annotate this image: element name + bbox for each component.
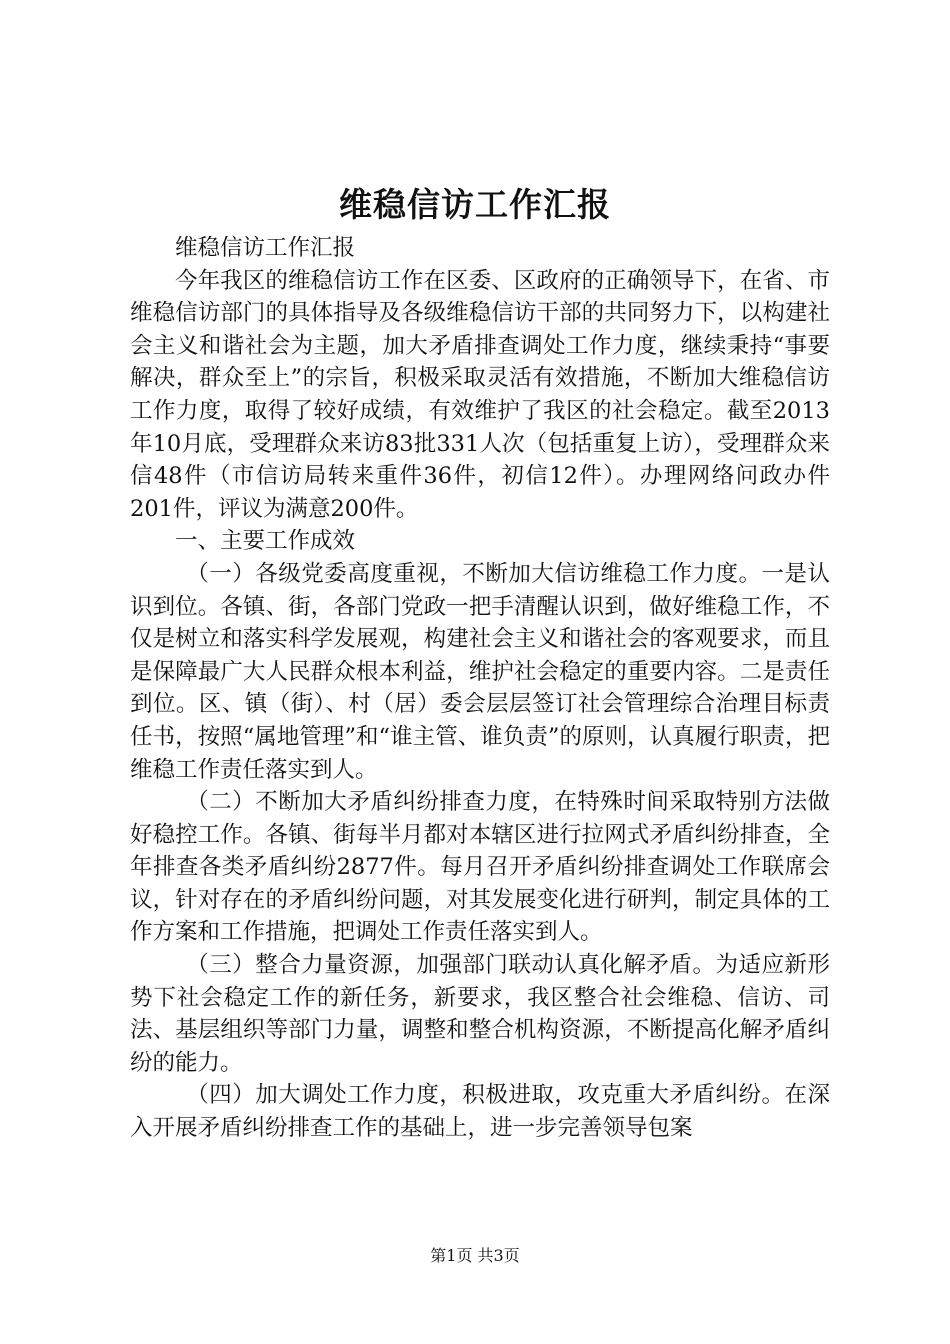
paragraph-item-2: （二）不断加大矛盾纠纷排查力度，在特殊时间采取特别方法做好稳控工作。各镇、街每半月都对本辖区进行拉网式矛盾纠纷排查，全年排查各类矛盾纠纷2877件。每月召开矛盾纠纷排查调处工作联席会议，针对存在的矛盾纠纷问题，对其发展变化进行研判，制定具体的工作方案和工作措施，把调处工作责任落实到人。 [130,789,830,946]
section-heading-results: 一、主要工作成效 [175,528,356,555]
paragraph-item-3: （三）整合力量资源，加强部门联动认真化解矛盾。为适应新形势下社会稳定工作的新任务，新要求，我区整合社会维稳、信访、司法、基层组织等部门力量，调整和整合机构资源，不断提高化解矛盾纠纷的能力。 [130,952,830,1076]
paragraph-overview: 今年我区的维稳信访工作在区委、区政府的正确领导下，在省、市维稳信访部门的具体指导及各级维稳信访干部的共同努力下，以构建社会主义和谐社会为主题，加大矛盾排查调处工作力度，继续秉持“事要解决，群众至上”的宗旨，积极采取灵活有效措施，不断加大维稳信访工作力度，取得了较好成绩，有效维护了我区的社会稳定。截至2013年10月底，受理群众来访83批331人次（包括重复上访），受理群众来信48件（市信访局转来重件36件，初信12件）。办理网络问政办件201件，评议为满意200件。 [130,267,830,522]
paragraph-item-4: （四）加大调处工作力度，积极进取，攻克重大矛盾纠纷。在深入开展矛盾纠纷排查工作的基础上，进一步完善领导包案 [130,1082,830,1142]
paragraph-item-1: （一）各级党委高度重视，不断加大信访维稳工作力度。一是认识到位。各镇、街，各部门党政一把手清醒认识到，做好维稳工作，不仅是树立和落实科学发展观，构建社会主义和谐社会的客观要求，而且是保障最广大人民群众根本利益，维护社会稳定的重要内容。二是责任到位。区、镇（街）、村（居）委会层层签订社会管理综合治理目标责任书，按照“属地管理”和“谁主管、谁负责”的原则，认真履行职责，把维稳工作责任落实到人。 [130,560,830,783]
intro-heading: 维稳信访工作汇报 [175,235,356,261]
document-body [130,232,830,1145]
page-number: 第1页 共3页 [430,1246,520,1265]
document-title: 维稳信访工作汇报 [339,185,611,224]
